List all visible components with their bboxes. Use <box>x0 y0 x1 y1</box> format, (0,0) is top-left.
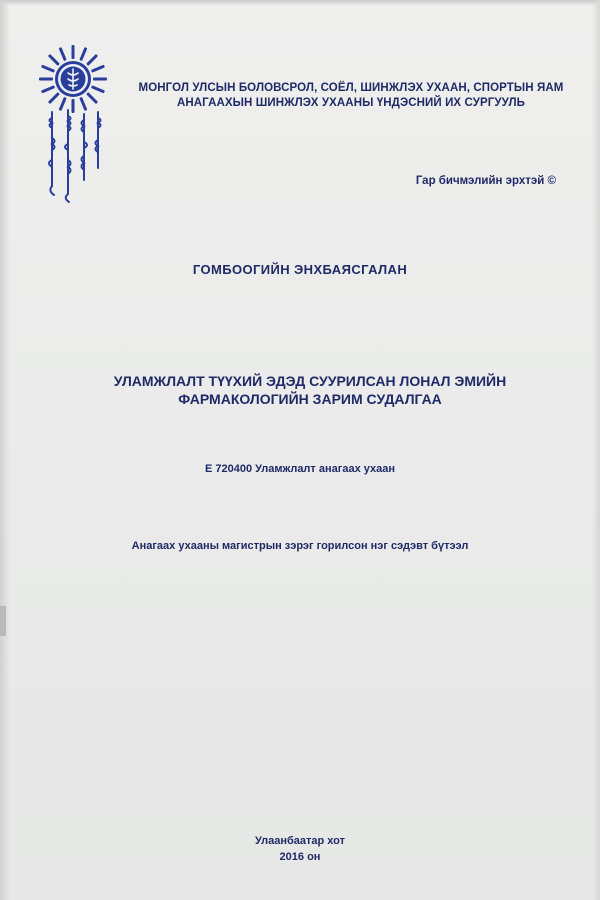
university-name: АНАГААХЫН ШИНЖЛЭХ УХААНЫ ҮНДЭСНИЙ ИХ СУРГУУЛЬ <box>176 97 526 109</box>
thesis-title-line-2: ФАРМАКОЛОГИЙН ЗАРИМ СУДАЛГАА <box>178 391 442 407</box>
copyright-note: Гар бичмэлийн эрхтэй © <box>415 175 556 187</box>
year: 2016 он <box>279 851 321 863</box>
binding-mark <box>0 606 6 636</box>
university-emblem-icon <box>38 44 108 114</box>
page-edge-top <box>0 0 600 6</box>
specialty-code: Е 720400 Уламжлалт анагаах ухаан <box>204 463 395 475</box>
mongolian-script-icon <box>38 108 108 204</box>
degree-note: Анагаах ухааны магистрын зэрэг горилсон нэг сэдэвт бүтээл <box>131 540 469 552</box>
place-and-year <box>0 833 600 865</box>
page-edge-right <box>592 0 600 900</box>
author-name: ГОМБООГИЙН ЭНХБАЯСГАЛАН <box>192 262 408 277</box>
city: Улаанбаатар хот <box>254 835 345 847</box>
thesis-title-line-1: УЛАМЖЛАЛТ ТҮҮХИЙ ЭДЭД СУУРИЛСАН ЛОНАЛ ЭМИЙН <box>113 373 507 389</box>
ministry-name: МОНГОЛ УЛСЫН БОЛОВСРОЛ, СОЁЛ, ШИНЖЛЭХ УХААН, СПОРТЫН ЯАМ <box>138 82 564 94</box>
thesis-title <box>60 372 560 408</box>
page-edge-left <box>0 0 10 900</box>
institution-header <box>126 81 576 111</box>
